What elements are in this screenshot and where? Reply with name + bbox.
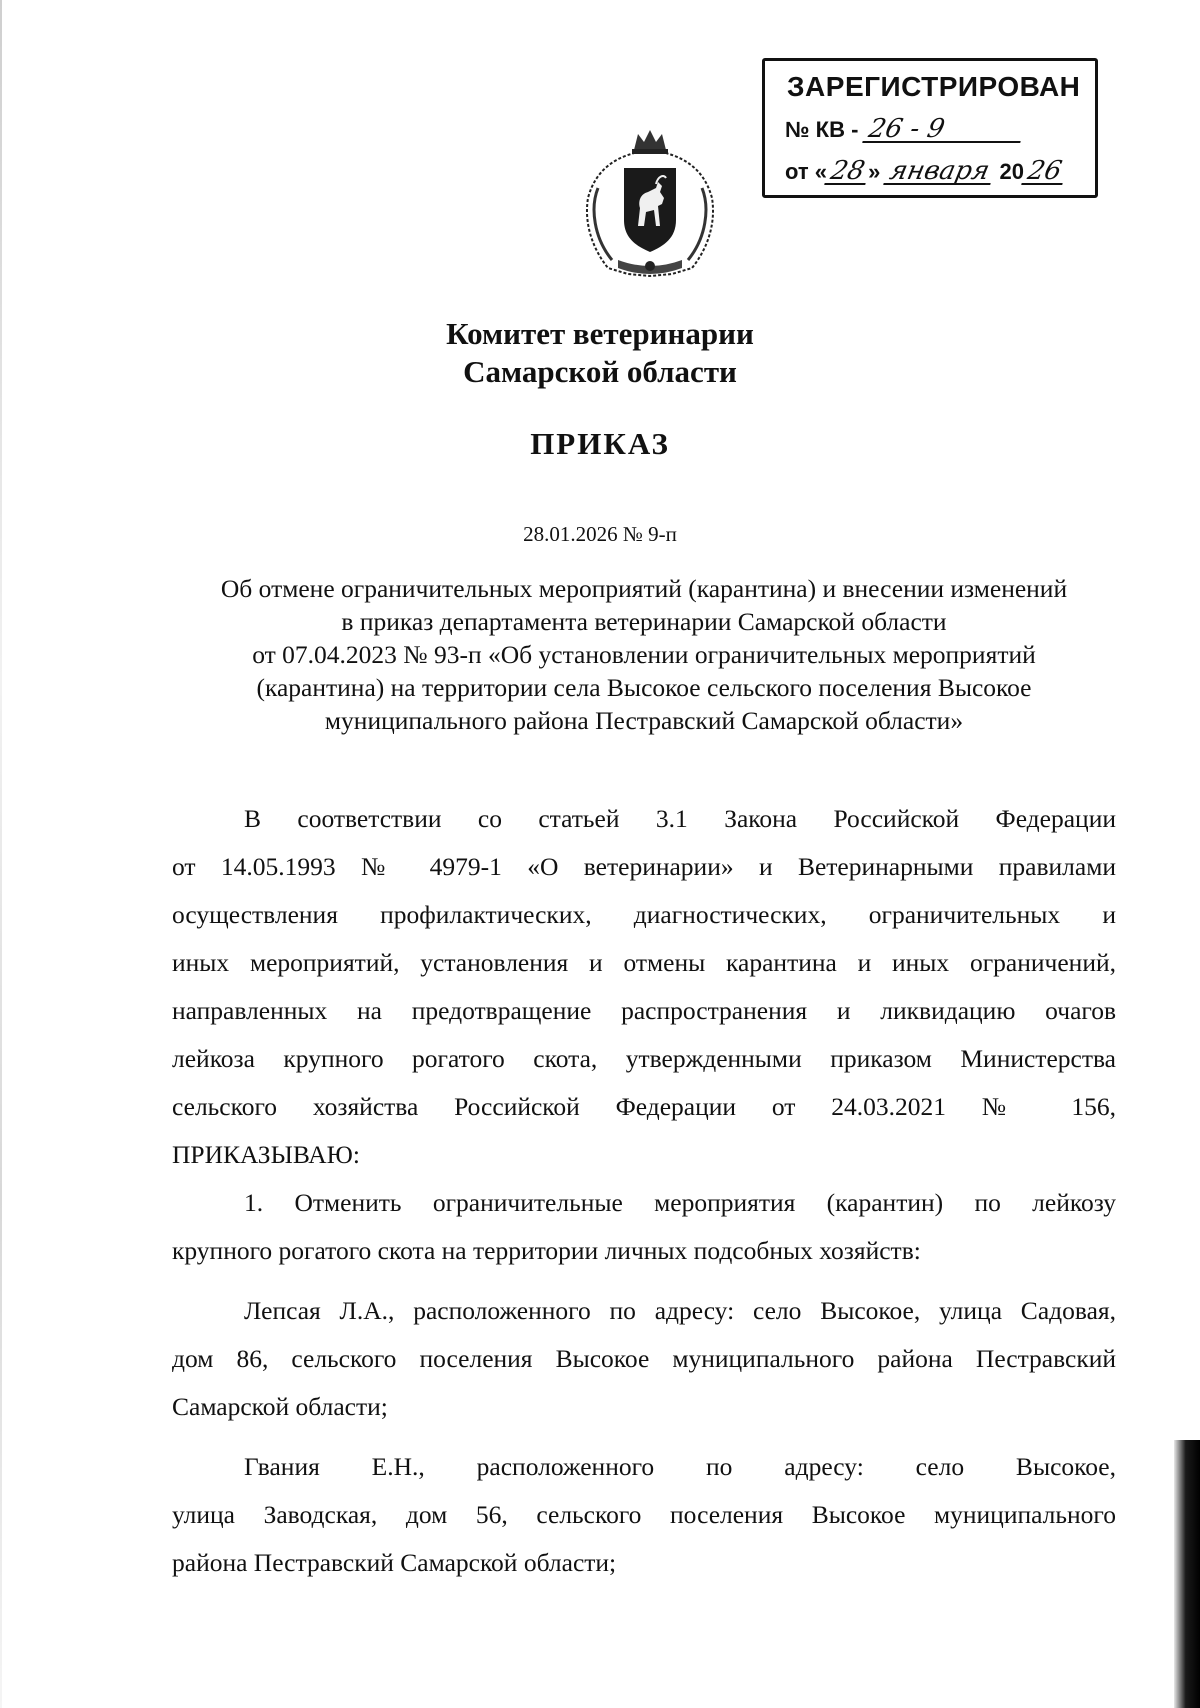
household-2-line: улица Заводская, дом 56, сельского поселения Высокое муниципального bbox=[172, 1500, 1116, 1529]
stamp-number-line bbox=[785, 114, 1023, 144]
subject-line: от 07.04.2023 № 93-п «Об установлении ограничительных мероприятий bbox=[252, 640, 1036, 669]
preamble-line: иных мероприятий, установления и отмены карантина и иных ограничений, bbox=[172, 948, 1116, 977]
order-keyword: ПРИКАЗЫВАЮ: bbox=[172, 1140, 360, 1169]
subject-line: (карантина) на территории села Высокое сельского поселения Высокое bbox=[256, 673, 1032, 702]
stamp-date-line bbox=[785, 156, 1065, 186]
household-2-line: района Пестравский Самарской области; bbox=[172, 1548, 617, 1577]
stamp-date-year-prefix: 20 bbox=[999, 159, 1024, 184]
item-1-line: крупного рогатого скота на территории личных подсобных хозяйств: bbox=[172, 1236, 921, 1265]
stamp-number-handwritten: 26 - 9 bbox=[862, 117, 1026, 143]
subject-line: в приказ департамента ветеринарии Самарской области bbox=[341, 607, 947, 636]
stamp-date-month: января bbox=[884, 159, 996, 185]
preamble-line: В соответствии со статьей 3.1 Закона Российской Федерации bbox=[244, 804, 1116, 833]
preamble-line: лейкоза крупного рогатого скота, утвержденными приказом Министерства bbox=[172, 1044, 1116, 1073]
stamp-date-year: 26 bbox=[1021, 159, 1068, 185]
item-1-line: 1. Отменить ограничительные мероприятия (карантин) по лейкозу bbox=[244, 1188, 1116, 1217]
stamp-date-mid: » bbox=[868, 159, 881, 184]
household-2-line: Гвания Е.Н., расположенного по адресу: село Высокое, bbox=[244, 1452, 1116, 1481]
registration-stamp bbox=[762, 58, 1098, 198]
scan-edge-left bbox=[0, 0, 2, 1708]
subject-line: муниципального района Пестравский Самарской области» bbox=[324, 706, 964, 735]
document-date-number: 28.01.2026 № 9-п bbox=[523, 522, 677, 546]
household-1-line: Самарской области; bbox=[172, 1392, 388, 1421]
stamp-date-prefix: от « bbox=[785, 159, 828, 184]
document-type: ПРИКАЗ bbox=[530, 426, 670, 461]
preamble-line: осуществления профилактических, диагностических, ограничительных и bbox=[172, 900, 1116, 929]
scan-edge-right bbox=[1174, 1440, 1200, 1708]
preamble-line: от 14.05.1993 № 4979-1 «О ветеринарии» и Ветеринарными правилами bbox=[172, 852, 1116, 881]
samara-coat-of-arms-icon bbox=[578, 128, 722, 280]
stamp-date-day: 28 bbox=[824, 159, 871, 185]
document-body bbox=[172, 795, 1116, 1587]
stamp-number-prefix: № КВ - bbox=[785, 117, 859, 142]
org-name-line-1: Комитет ветеринарии bbox=[446, 316, 754, 351]
preamble-line: направленных на предотвращение распространения и ликвидацию очагов bbox=[172, 996, 1116, 1025]
household-1-line: дом 86, сельского поселения Высокое муниципального района Пестравский bbox=[172, 1344, 1116, 1373]
preamble-line: сельского хозяйства Российской Федерации от 24.03.2021 № 156, bbox=[172, 1092, 1116, 1121]
org-name-line-2: Самарской области bbox=[463, 354, 737, 389]
subject-line: Об отмене ограничительных мероприятий (карантина) и внесении изменений bbox=[220, 574, 1068, 603]
document-subject bbox=[170, 572, 1118, 737]
household-1-line: Лепсая Л.А., расположенного по адресу: село Высокое, улица Садовая, bbox=[244, 1296, 1116, 1325]
stamp-title: ЗАРЕГИСТРИРОВАН bbox=[787, 71, 1081, 102]
